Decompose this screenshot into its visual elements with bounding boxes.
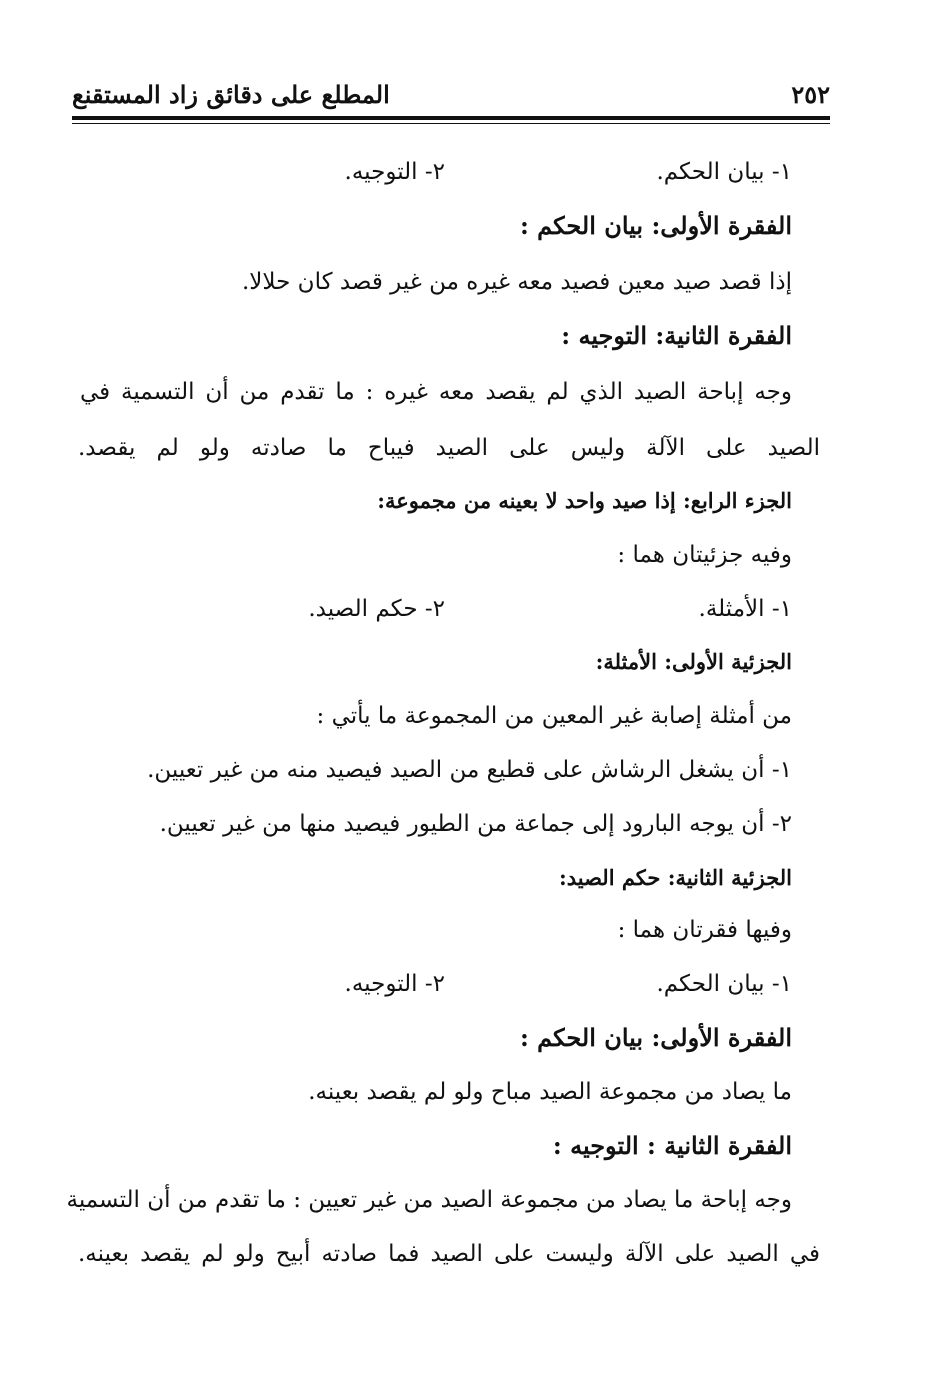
list-item-hunt-ruling: ٢- حكم الصيد. (308, 596, 445, 622)
header-rule-thick (72, 116, 830, 120)
paragraph-line: وفيها فقرتان هما : (617, 917, 792, 943)
paragraph-line: في الصيد على الآلة وليست على الصيد فما صادته أبيح ولو لم يقصد بعينه. (78, 1241, 820, 1267)
subsection-heading: الجزئية الثانية: حكم الصيد: (558, 865, 792, 890)
list-item-examples: ١- الأمثلة. (698, 596, 792, 622)
section-heading: الفقرة الأولى: بيان الحكم : (519, 211, 792, 240)
paragraph-line: ما يصاد من مجموعة الصيد مباح ولو لم يقصد بعينه. (308, 1079, 792, 1105)
subsection-heading: الجزء الرابع: إذا صيد واحد لا بعينه من مجموعة: (377, 488, 792, 513)
section-heading: الفقرة الثانية : التوجيه : (552, 1131, 792, 1160)
numbered-item: ١- أن يشغل الرشاش على قطيع من الصيد فيصيد منه من غير تعيين. (147, 757, 792, 783)
numbered-item: ٢- أن يوجه البارود إلى جماعة من الطيور فيصيد منها من غير تعيين. (159, 811, 792, 837)
list-item-ruling: ١- بيان الحكم. (656, 971, 792, 997)
paragraph-line: من أمثلة إصابة غير المعين من المجموعة ما يأتي : (316, 703, 792, 729)
page-number: ٢٥٢ (791, 80, 830, 109)
paragraph-line: الصيد على الآلة وليس على الصيد فيباح ما صادته ولو لم يقصد. (78, 435, 820, 461)
section-heading: الفقرة الثانية: التوجيه : (561, 321, 792, 350)
book-title: المطلع على دقائق زاد المستقنع (72, 80, 390, 109)
section-heading: الفقرة الأولى: بيان الحكم : (519, 1023, 792, 1052)
paragraph-line: وفيه جزئيتان هما : (617, 542, 792, 568)
paragraph-line: وجه إباحة الصيد الذي لم يقصد معه غيره : ما تقدم من أن التسمية في (80, 379, 792, 405)
paragraph-line: وجه إباحة ما يصاد من مجموعة الصيد من غير تعيين : ما تقدم من أن التسمية (66, 1187, 792, 1213)
list-item-ruling: ١- بيان الحكم. (656, 159, 792, 185)
list-item-justification: ٢- التوجيه. (344, 159, 445, 185)
header-rule-thin (72, 123, 830, 124)
subsection-heading: الجزئية الأولى: الأمثلة: (595, 649, 792, 674)
page-header (72, 78, 830, 112)
list-item-justification: ٢- التوجيه. (344, 971, 445, 997)
paragraph-line: إذا قصد صيد معين فصيد معه غيره من غير قصد كان حلالا. (242, 269, 792, 295)
